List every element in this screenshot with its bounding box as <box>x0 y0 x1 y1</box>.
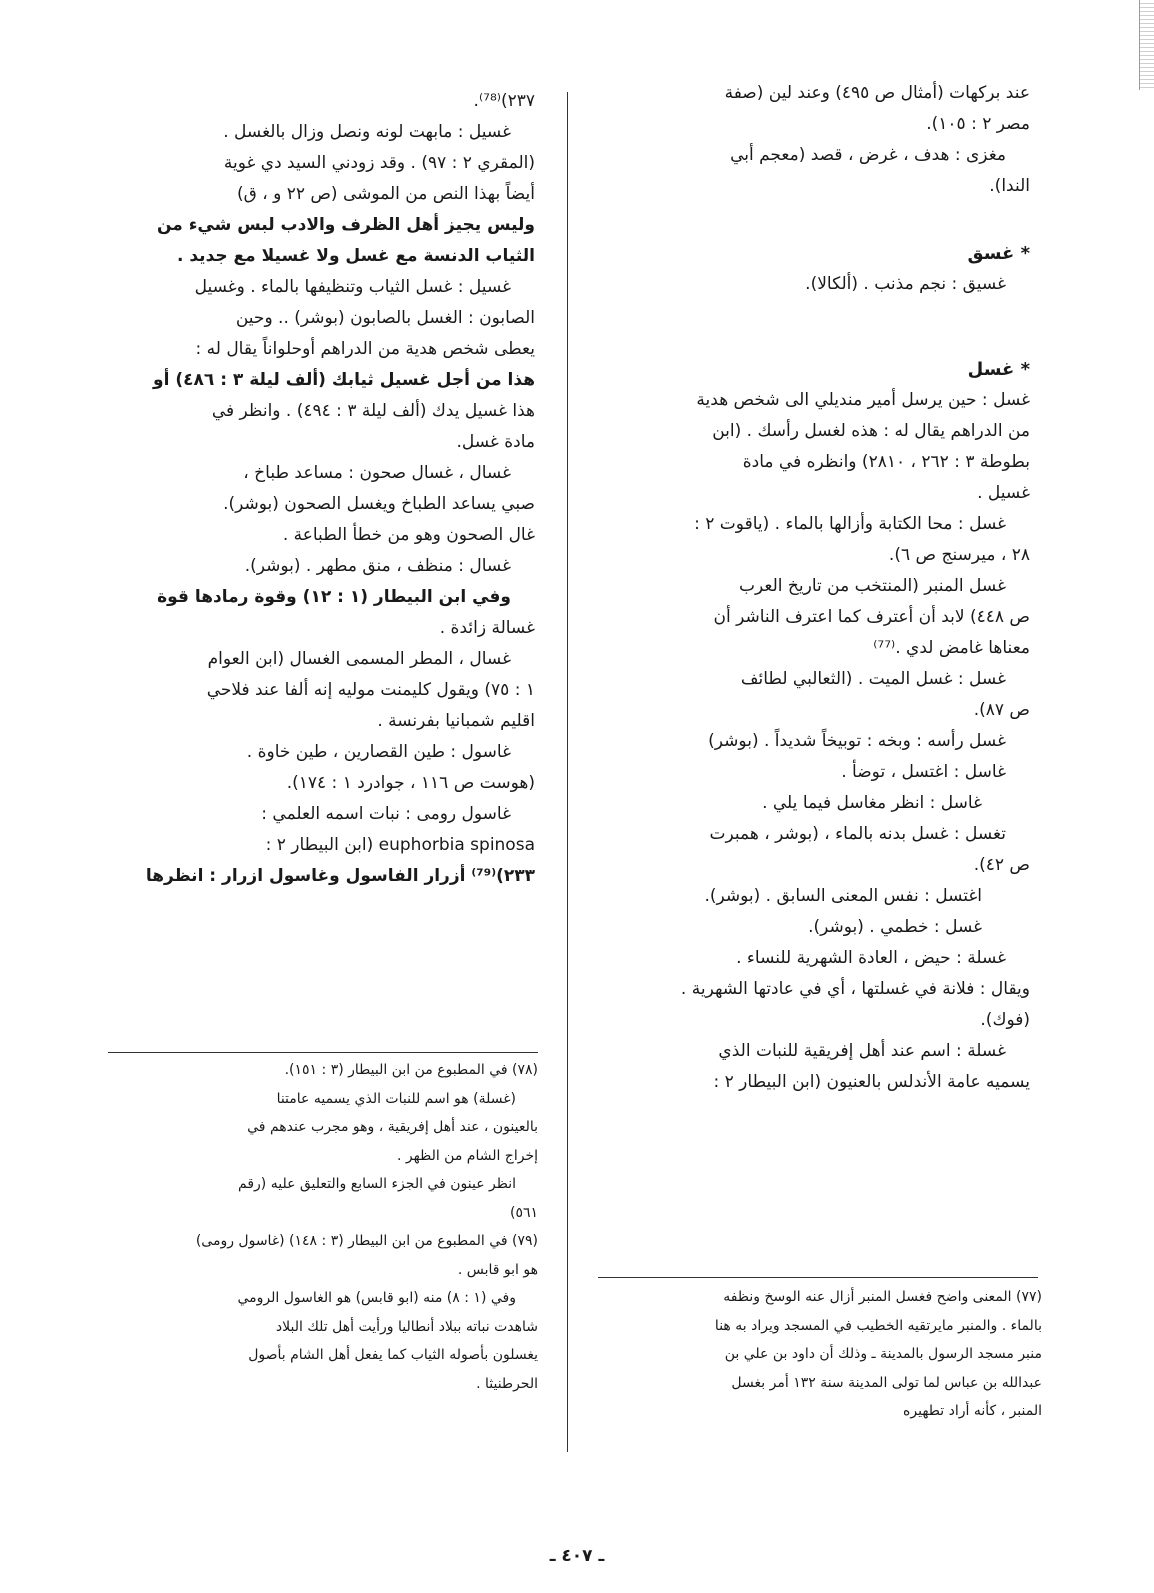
entry-line: ص ٤٢). <box>973 855 1030 875</box>
entry-line: غال الصحون وهو من خطأ الطباعة . <box>282 525 535 545</box>
entry-line: الندا). <box>989 176 1030 196</box>
entry-line: غسال ، غسال صحون : مساعد طباخ ، <box>243 463 511 483</box>
entry-line: غسلة : اسم عند أهل إفريقية للنبات الذي <box>718 1041 1006 1061</box>
entry-line: تغسل : غسل بدنه بالماء ، (بوشر ، همبرت <box>709 824 1006 844</box>
entry-line: ويقال : فلانة في غسلتها ، أي في عادتها الشهرية . <box>680 979 1030 999</box>
entry-line: يعطى شخص هدية من الدراهم أوحلواناً يقال له : <box>195 339 535 359</box>
entry-line: أيضاً بهذا النص من الموشى (ص ٢٢ و ، ق) <box>236 184 535 204</box>
entry-line: الثياب الدنسة مع غسل ولا غسيلا مع جديد . <box>176 246 535 266</box>
footnote-line: إخراج الشام من الظهر . <box>397 1147 538 1164</box>
entry-line: غاسول : طين القصارين ، طين خاوة . <box>246 742 511 762</box>
right-column <box>600 78 1030 1098</box>
footnote-line: (غسلة) هو اسم للنبات الذي يسميه عامتنا <box>276 1090 516 1107</box>
footnote-line: وفي (١ : ٨) منه (ابو قابس) هو الغاسول الرومي <box>237 1290 516 1306</box>
entry-line: صبي يساعد الطباخ ويغسل الصحون (بوشر). <box>223 494 535 514</box>
entry-line: غسلة : حيض ، العادة الشهرية للنساء . <box>736 948 1006 968</box>
entry-line: ١ : ٧٥) ويقول كليمنت موليه إنه ألفا عند فلاحي <box>206 680 535 700</box>
footnote-line: هو ابو قابس . <box>457 1261 538 1278</box>
entry-line: هذا من أجل غسيل ثيابك (ألف ليلة ٣ : ٤٨٦) أو <box>153 370 535 390</box>
entry-line: يسميه عامة الأندلس بالعنيون (ابن البيطار ٢ : <box>713 1072 1030 1092</box>
entry-line: غسل رأسه : وبخه : توبيخاً شديداً . (بوشر) <box>708 731 1006 751</box>
entry-line: وليس يجيز أهل الظرف والادب لبس شيء من <box>156 215 535 235</box>
entry-line: معناها غامض لدي .⁽⁷⁷⁾ <box>873 638 1030 658</box>
entry-line: الصابون : الغسل بالصابون (بوشر) .. وحين <box>235 308 535 328</box>
footnote-line: (٧٧) المعنى واضح فغسل المنبر أزال عنه الوسخ ونظفه <box>723 1289 1042 1305</box>
entry-line: اقليم شمبانيا بفرنسة . <box>377 711 535 731</box>
entry-line: مصر ٢ : ١٠٥). <box>926 114 1030 134</box>
entry-line: هذا غسيل يدك (ألف ليلة ٣ : ٤٩٤) . وانظر في <box>211 401 535 421</box>
footnote-line: بالعينون ، عند أهل إفريقية ، وهو مجرب عندهم في <box>247 1119 538 1135</box>
column-divider <box>567 92 568 1452</box>
entry-line: غسيل : مابهت لونه ونصل وزال بالغسل . <box>223 122 511 142</box>
scan-edge <box>1139 0 1154 90</box>
footnote-line: انظر عينون في الجزء السابع والتعليق عليه (رقم <box>238 1176 516 1192</box>
footnote-line: شاهدت نباته ببلاد أنطاليا ورأيت أهل تلك البلاد <box>275 1318 538 1335</box>
entry-line: غسل : محا الكتابة وأزالها بالماء . (ياقوت ٢ : <box>694 514 1006 534</box>
entry-line: وفي ابن البيطار (١ : ١٢) وقوة رمادها قوة <box>157 587 511 607</box>
root-heading-ghasl: * غسل <box>967 359 1030 380</box>
entry-line: (هوست ص ١١٦ ، جوادرد ١ : ١٧٤). <box>286 773 535 793</box>
entry-line: بطوطة ٣ : ٢٦٢ ، ٢٨١٠) وانظره في مادة <box>742 452 1030 472</box>
footnote-line: المنبر ، كأنه أراد تطهيره <box>903 1403 1042 1419</box>
entry-line: مادة غسل. <box>456 432 535 452</box>
entry-line: euphorbia spinosa (ابن البيطار ٢ : <box>265 835 535 855</box>
entry-line: غسيق : نجم مذنب . (ألكالا). <box>805 274 1006 294</box>
entry-line: ص ٨٧). <box>973 700 1030 720</box>
footnote-line: بالماء . والمنبر مايرتقيه الخطيب في المسجد ويراد به هنا <box>714 1317 1042 1334</box>
entry-line: غسل : حين يرسل أمير منديلي الى شخص هدية <box>696 390 1030 410</box>
entry-line: (المقري ٢ : ٩٧) . وقد زودني السيد دي غوية <box>223 153 535 173</box>
footnote-separator <box>108 1052 538 1053</box>
entry-line: عند بركهات (أمثال ص ٤٩٥) وعند لين (صفة <box>724 83 1030 103</box>
entry-line: غسل : خطمي . (بوشر). <box>808 917 982 937</box>
entry-line: غسل : غسل الميت . (الثعالبي لطائف <box>740 669 1006 689</box>
entry-line: ٢٣٣)⁽⁷⁹⁾ أزرار الفاسول وغاسول ازرار : انظرها <box>145 866 535 886</box>
entry-line: غاسول رومى : نبات اسمه العلمي : <box>261 804 511 824</box>
footnote-line: منبر مسجد الرسول بالمدينة ـ وذلك أن داود بن علي بن <box>724 1346 1042 1362</box>
entry-line: ص ٤٤٨) لابد أن أعترف كما اعترف الناشر أن <box>713 607 1030 627</box>
entry-line: غسال ، المطر المسمى الغسال (ابن العوام <box>207 649 511 669</box>
entry-line: غسالة زائدة . <box>439 618 535 638</box>
entry-line: اغتسل : نفس المعنى السابق . (بوشر). <box>704 886 982 906</box>
entry-line: غسال : منظف ، منق مطهر . (بوشر). <box>244 556 511 576</box>
footnote-line: (٧٩) في المطبوع من ابن البيطار (٣ : ١٤٨) (غاسول رومى) <box>195 1233 538 1249</box>
root-heading-ghasq: * غسق <box>967 243 1030 264</box>
entry-line: غسل المنبر (المنتخب من تاريخ العرب <box>739 576 1006 596</box>
footnote-line: عبدالله بن عباس لما تولى المدينة سنة ١٣٢ أمر بغسل <box>731 1374 1042 1391</box>
entry-line: (فوك). <box>980 1010 1030 1030</box>
entry-line: ٢٨ ، ميرسنج ص ٦). <box>888 545 1030 565</box>
footnote-separator <box>598 1277 1038 1278</box>
footnote-line: ٥٦١) <box>509 1204 538 1221</box>
footnote-line: يغسلون بأصوله الثياب كما يفعل أهل الشام بأصول <box>248 1347 538 1363</box>
entry-line: غاسل : انظر مغاسل فيما يلي . <box>762 793 982 813</box>
footnote-line: (٧٨) في المطبوع من ابن البيطار (٣ : ١٥١). <box>284 1062 538 1078</box>
left-column <box>100 86 535 892</box>
footnote-line: الحرطنيثا . <box>476 1375 538 1392</box>
entry-line: غسيل . <box>977 483 1030 503</box>
entry-line: غاسل : اغتسل ، توضأ . <box>841 762 1006 782</box>
page-number: ـ ٤٠٧ ـ <box>549 1546 605 1566</box>
entry-line: غسيل : غسل الثياب وتنظيفها بالماء . وغسيل <box>194 277 511 297</box>
entry-line: ٢٣٧)⁽⁷⁸⁾. <box>473 91 535 111</box>
footnotes-right <box>596 1283 1042 1426</box>
entry-line: مغزى : هدف ، غرض ، قصد (معجم أبي <box>730 145 1006 165</box>
entry-line: من الدراهم يقال له : هذه لغسل رأسك . (ابن <box>712 421 1030 441</box>
footnotes-left <box>108 1056 538 1398</box>
